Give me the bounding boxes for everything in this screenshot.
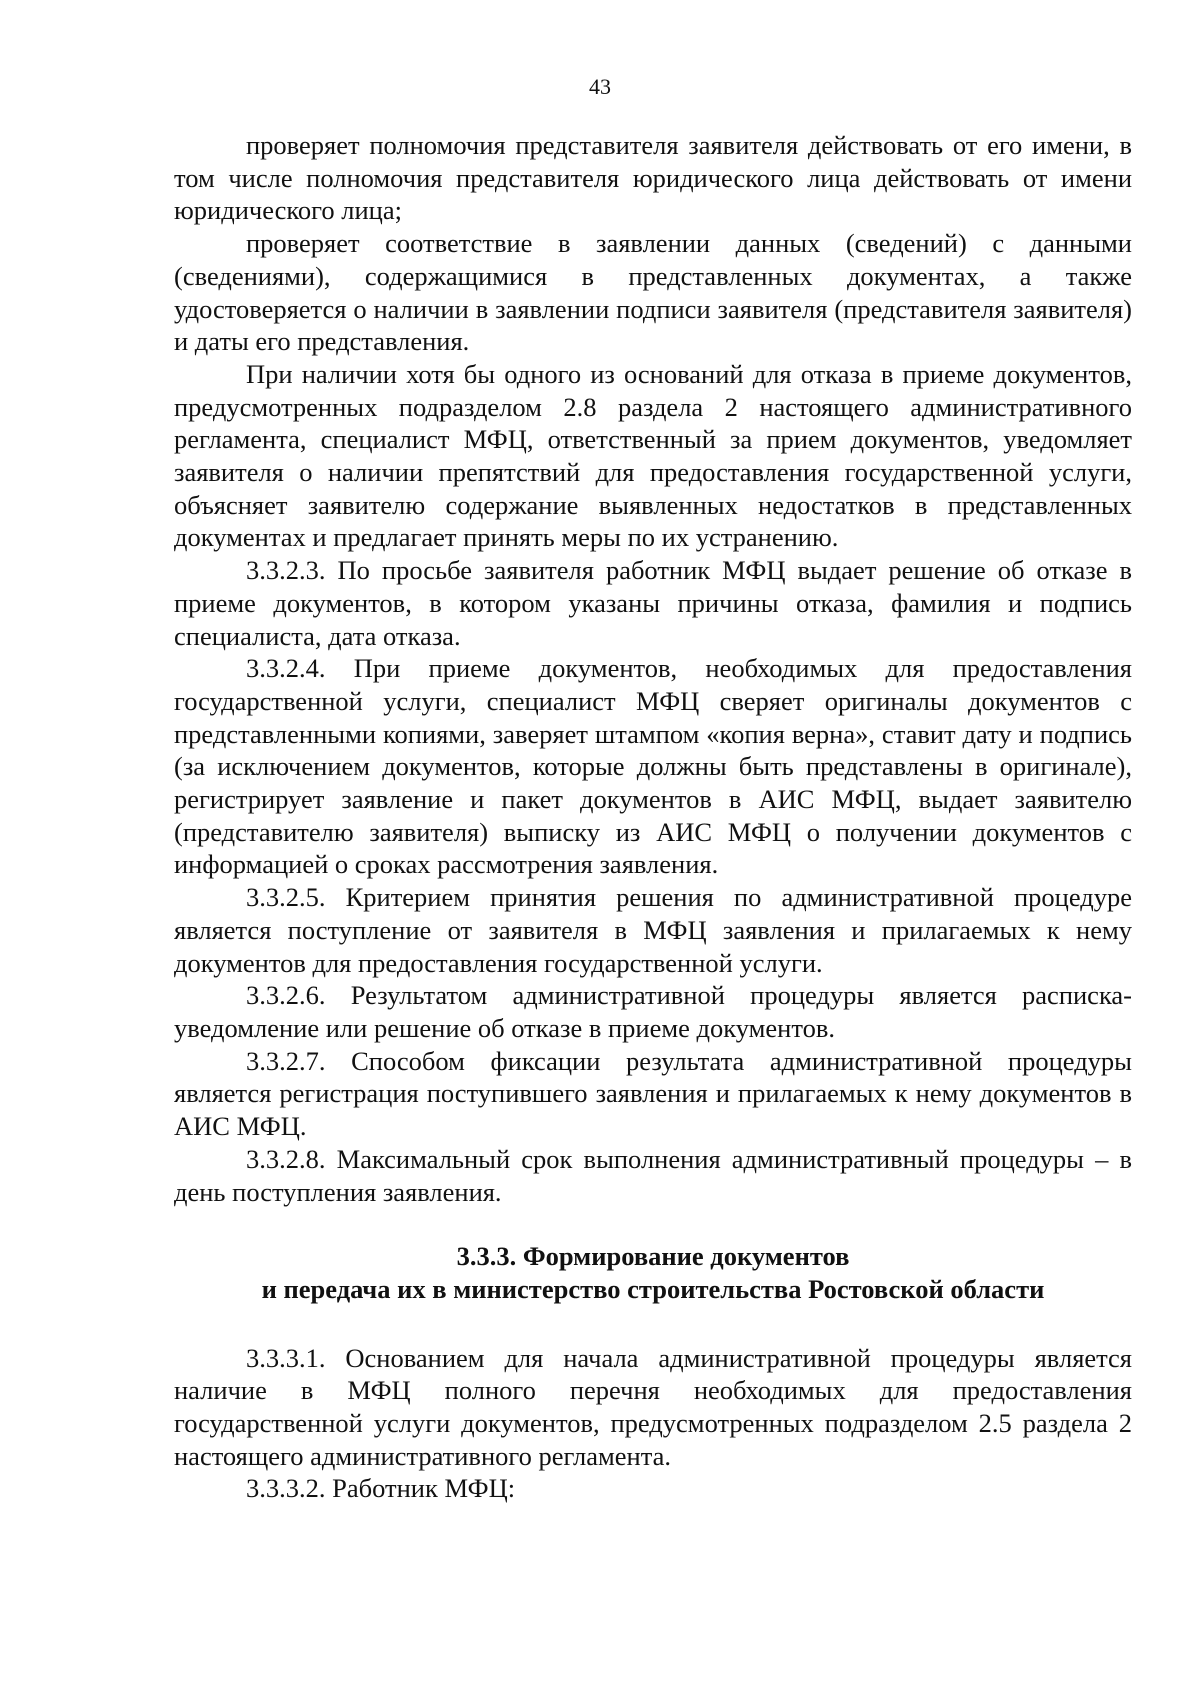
section-heading-3-3-3 bbox=[174, 1240, 1132, 1305]
paragraph-3-3-2-3: 3.3.2.3. По просьбе заявителя работник МФЦ выдает решение об отказе в приеме документов, в котором указаны причины отказа, фамилия и подпись специалиста, дата отказа. bbox=[174, 555, 1132, 651]
paragraph-3-3-3-1: 3.3.3.1. Основанием для начала административной процедуры является наличие в МФЦ полного перечня необходимых для предоставления государственной услуги документов, предусмотренных подразделом 2.5 раздела 2 настоящего административного регламента. bbox=[174, 1342, 1132, 1471]
paragraph-3-3-2-4: 3.3.2.4. При приеме документов, необходимых для предоставления государственной услуги, специалист МФЦ сверяет оригиналы документов с представленными копиями, заверяет штампом «копия верна», ставит дату и подпись (за исключением документов, которые должны быть представлены в оригинале), регистрирует заявление и пакет документов в АИС МФЦ, выдает заявителю (представителю заявителя) выписку из АИС МФЦ о получении документов с информацией о сроках рассмотрения заявления. bbox=[174, 653, 1132, 880]
section-heading-line-1: 3.3.3. Формирование документов bbox=[456, 1241, 850, 1272]
paragraph-3-3-2-8: 3.3.2.8. Максимальный срок выполнения административный процедуры – в день поступления заявления. bbox=[174, 1143, 1132, 1207]
paragraph-refusal-grounds: При наличии хотя бы одного из оснований для отказа в приеме документов, предусмотренных подразделом 2.8 раздела 2 настоящего административного регламента, специалист МФЦ, ответственный за прием документов, уведомляет заявителя о наличии препятствий для предоставления государственной услуги, объясняет заявителю содержание выявленных недостатков в представленных документах и предлагает принять меры по их устранению. bbox=[174, 358, 1132, 553]
document-body bbox=[174, 129, 1132, 1505]
page-number: 43 bbox=[589, 74, 611, 99]
paragraph-check-authority: проверяет полномочия представителя заявителя действовать от его имени, в том числе полномочия представителя юридического лица действовать от имени юридического лица; bbox=[174, 130, 1132, 226]
paragraph-3-3-2-7: 3.3.2.7. Способом фиксации результата административной процедуры является регистрация поступившего заявления и прилагаемых к нему документов в АИС МФЦ. bbox=[174, 1045, 1132, 1142]
paragraph-3-3-2-5: 3.3.2.5. Критерием принятия решения по административной процедуре является поступление от заявителя в МФЦ заявления и прилагаемых к нему документов для предоставления государственной услуги. bbox=[174, 882, 1132, 978]
paragraph-3-3-3-2: 3.3.3.2. Работник МФЦ: bbox=[246, 1473, 516, 1504]
section-heading-line-2: и передача их в министерство строительства Ростовской области bbox=[261, 1273, 1045, 1304]
paragraph-3-3-2-6: 3.3.2.6. Результатом административной процедуры является расписка-уведомление или решение об отказе в приеме документов. bbox=[174, 980, 1132, 1043]
paragraph-check-data: проверяет соответствие в заявлении данных (сведений) с данными (сведениями), содержащимися в представленных документах, а также удостоверяется о наличии в заявлении подписи заявителя (представителя заявителя) и даты его представления. bbox=[174, 228, 1132, 357]
